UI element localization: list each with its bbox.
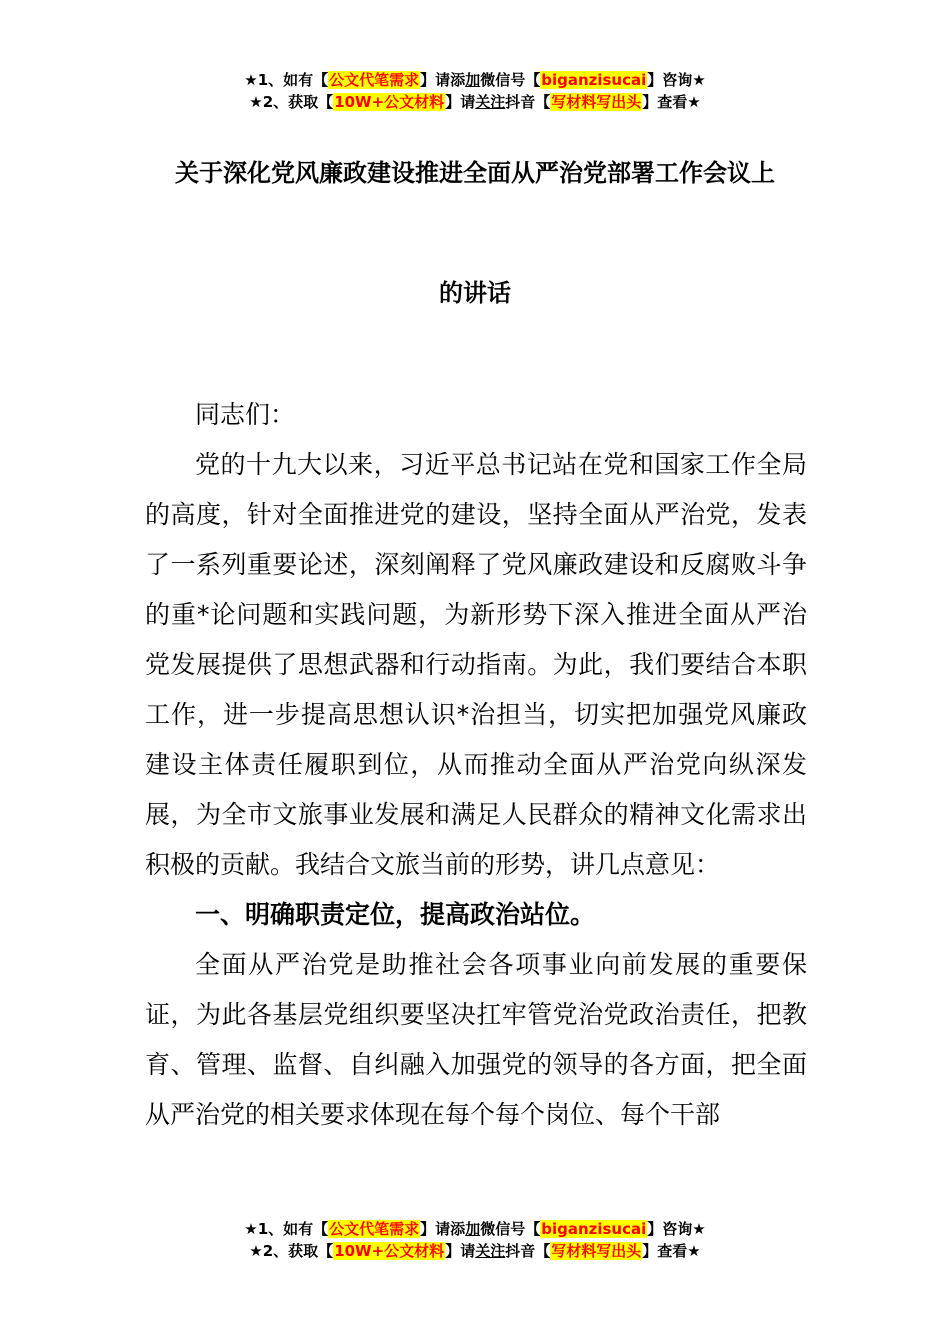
footer-notice: [0, 1218, 950, 1262]
highlight-service: 公文代笔需求: [329, 1220, 420, 1238]
paragraph-section-1: 全面从严治党是助推社会各项事业向前发展的重要保证，为此各基层党组织要坚决扛牢管党治党政治责任，把教育、管理、监督、自纠融入加强党的领导的各方面，把全面从严治党的相关要求体现在每个每个岗位、每个干部: [145, 950, 807, 1129]
highlight-materials: 10W+公文材料: [334, 93, 445, 111]
salutation: 同志们：: [195, 400, 296, 429]
highlight-wechat-id: biganzisucai: [541, 71, 647, 89]
notice-line-1: ★1、如有【公文代笔需求】请添加微信号【biganzisucai】咨询★: [244, 71, 706, 89]
notice-line-1: ★1、如有【公文代笔需求】请添加微信号【biganzisucai】咨询★: [244, 1220, 706, 1238]
notice-line-2: ★2、获取【10W+公文材料】请关注抖音【写材料写出头】查看★: [249, 93, 701, 111]
highlight-wechat-id: biganzisucai: [541, 1220, 647, 1238]
highlight-douyin-account: 写材料写出头: [551, 1242, 642, 1260]
paragraph-intro: 党的十九大以来，习近平总书记站在党和国家工作全局的高度，针对全面推进党的建设，坚持全面从严治党，发表了一系列重要论述，深刻阐释了党风廉政建设和反腐败斗争的重*论问题和实践问题，为新形势下深入推进全面从严治党发展提供了思想武器和行动指南。为此，我们要结合本职工作，进一步提高思想认识*治担当，切实把加强党风廉政建设主体责任履职到位，从而推动全面从严治党向纵深发展，为全市文旅事业发展和满足人民群众的精神文化需求出积极的贡献。我结合文旅当前的形势，讲几点意见：: [145, 450, 807, 879]
notice-line-2: ★2、获取【10W+公文材料】请关注抖音【写材料写出头】查看★: [249, 1242, 701, 1260]
document-title-line-2: 的讲话: [439, 279, 511, 307]
document-body: [145, 390, 807, 1140]
document-title-line-1: 关于深化党风廉政建设推进全面从严治党部署工作会议上: [175, 159, 775, 187]
highlight-douyin-account: 写材料写出头: [551, 93, 642, 111]
section-heading-1: 一、明确职责定位，提高政治站位。: [195, 900, 596, 929]
header-notice: [0, 69, 950, 113]
highlight-service: 公文代笔需求: [329, 71, 420, 89]
highlight-materials: 10W+公文材料: [334, 1242, 445, 1260]
